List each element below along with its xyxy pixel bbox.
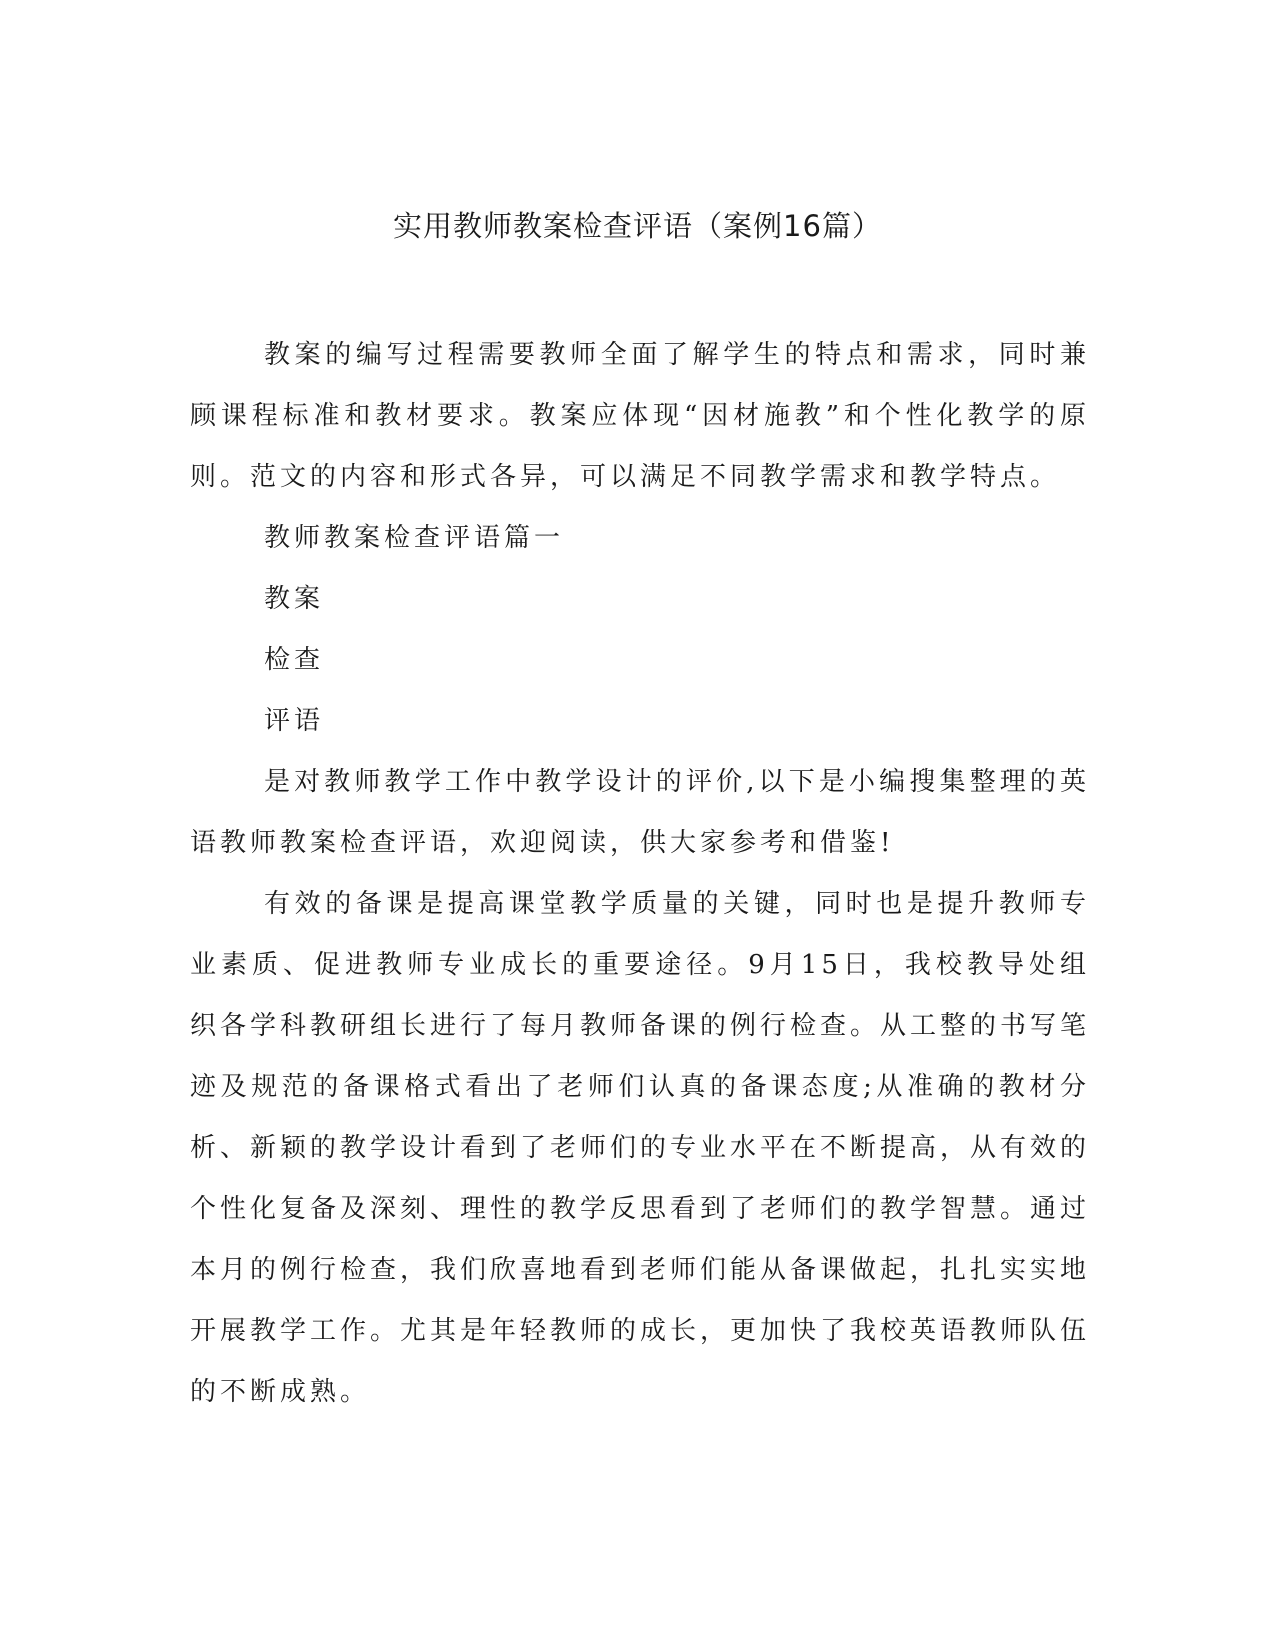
document-body [190,325,1090,1423]
section-heading: 教师教案检查评语篇一 [264,523,565,553]
paragraph-short: 检查 [264,645,325,675]
paragraph-intro: 教案的编写过程需要教师全面了解学生的特点和需求，同时兼顾课程标准和教材要求。教案应体现“因材施教”和个性化教学的原则。范文的内容和形式各异，可以满足不同教学需求和教学特点。 [190,340,1090,492]
paragraph-main: 有效的备课是提高课堂教学质量的关键，同时也是提升教师专业素质、促进教师专业成长的重要途径。9月15日，我校教导处组织各学科教研组长进行了每月教师备课的例行检查。从工整的书写笔迹及规范的备课格式看出了老师们认真的备课态度;从准确的教材分析、新颖的教学设计看到了老师们的专业水平在不断提高，从有效的个性化复备及深刻、理性的教学反思看到了老师们的教学智慧。通过本月的例行检查，我们欣喜地看到老师们能从备课做起，扎扎实实地开展教学工作。尤其是年轻教师的成长，更加快了我校英语教师队伍的不断成熟。 [190,889,1091,1407]
paragraph-short: 教案 [264,584,325,614]
paragraph-description: 是对教师教学工作中教学设计的评价,以下是小编搜集整理的英语教师教案检查评语，欢迎阅读，供大家参考和借鉴! [190,767,1090,858]
paragraph-short: 评语 [264,706,325,736]
document-title: 实用教师教案检查评语（案例16篇） [393,209,882,243]
